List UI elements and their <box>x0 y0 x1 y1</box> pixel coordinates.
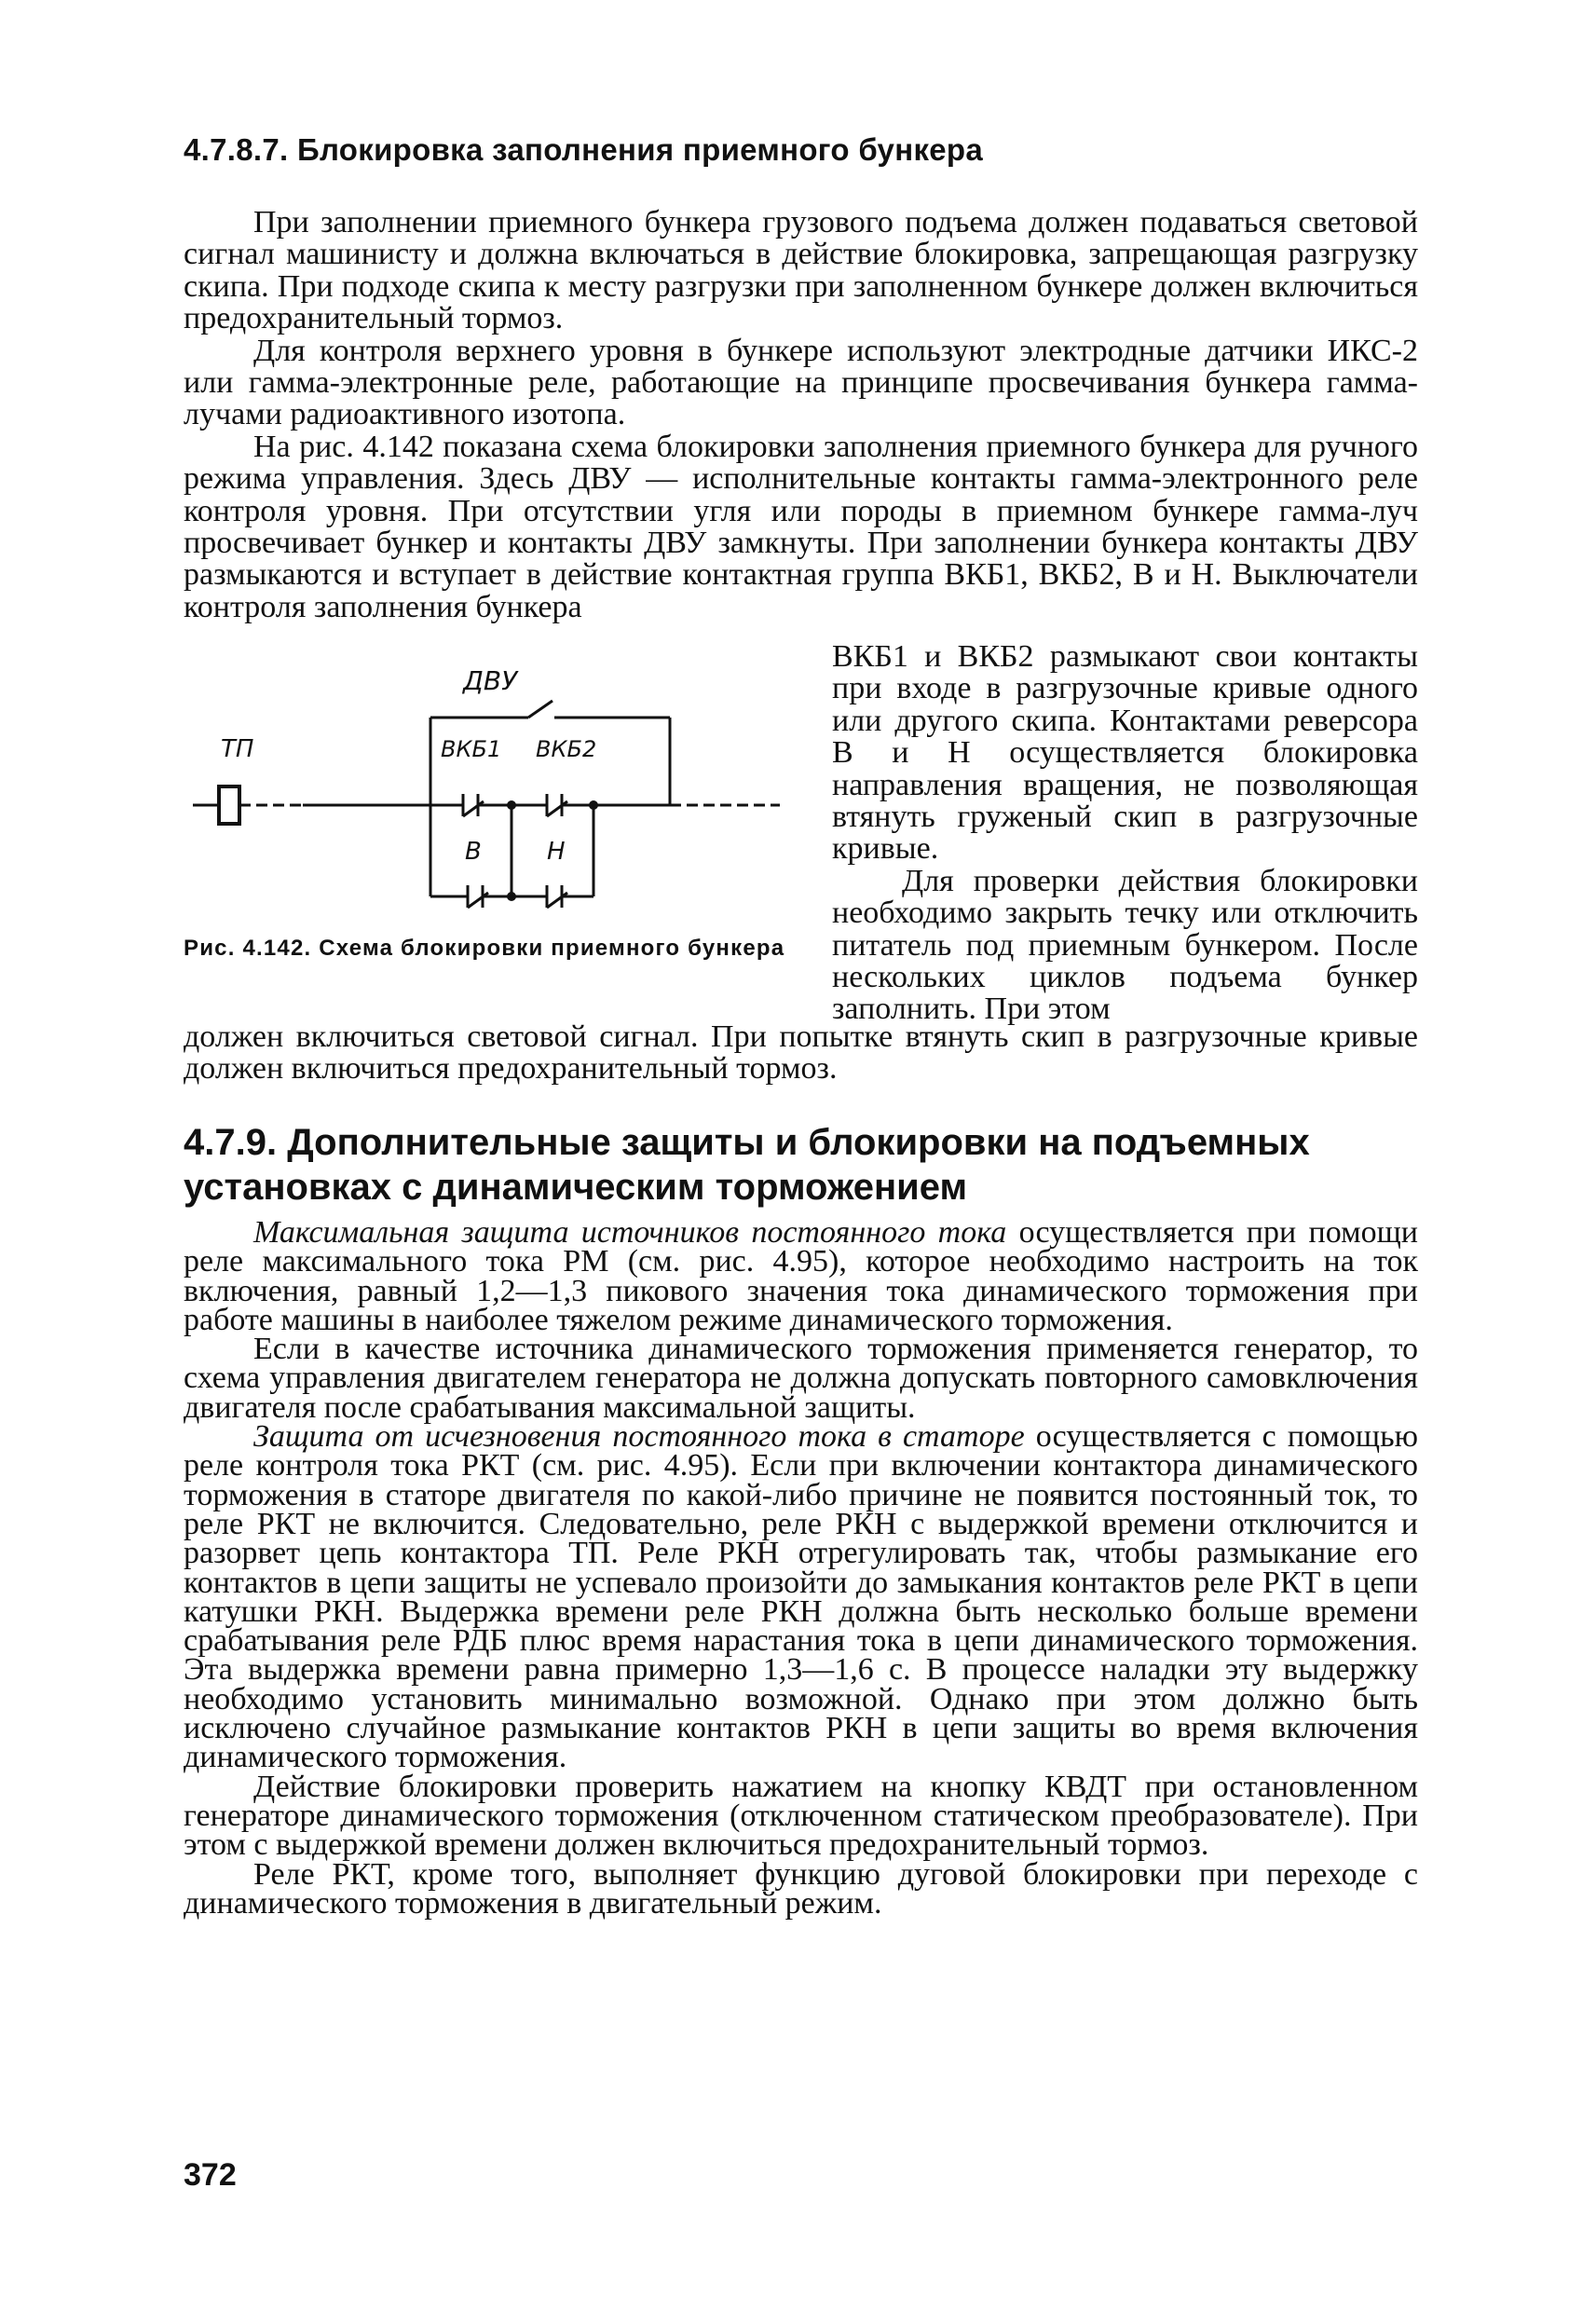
label-vkb1: ВКБ1 <box>441 736 502 762</box>
label-vkb2: ВКБ2 <box>536 736 597 762</box>
italic-term: Защита от исчезновения постоянного тока в статоре <box>253 1419 1025 1455</box>
wrap-text <box>832 641 1418 1026</box>
circuit-diagram <box>184 663 798 943</box>
paragraph: Максимальная защита источников постоянного тока осуществляется при помощи реле максимального тока РМ (см. рис. 4.95), которое необходимо настроить на ток включения, равный 1,2—1,3 пикового значения тока динамического торможения при работе машины в наиболее тяжелом режиме динамического торможения. <box>184 1215 1418 1337</box>
paragraph: Если в качестве источника динамического торможения применяется генератор, то схема управления двигателем генератора не должна допускать повторного самовключения двигателя после срабатывания максимальной защиты. <box>184 1332 1418 1425</box>
paragraph: Для проверки действия блокировки необходимо закрыть течку или отключить питатель под приемным бункером. После нескольких циклов подъема бункер заполнить. При этом <box>832 863 1418 1027</box>
paragraph: должен включиться световой сигнал. При попытке втянуть скип в разгрузочные кривые должен включиться предохранительный тормоз. <box>184 1019 1418 1087</box>
italic-term: Максимальная защита источников постоянного тока <box>253 1215 1007 1250</box>
paragraph: Действие блокировки проверить нажатием на кнопку КВДТ при остановленном генераторе динамического торможения (отключенном статическом преобразователе). При этом с выдержкой времени должен включиться предохранительный тормоз. <box>184 1769 1418 1863</box>
paragraph: Реле РКТ, кроме того, выполняет функцию дуговой блокировки при переходе с динамического торможения в двигательный режим. <box>184 1856 1418 1921</box>
major-heading: 4.7.9. Дополнительные защиты и блокировки на подъемных установках с динамическим торможением <box>184 1122 1310 1208</box>
page-number: 372 <box>184 2157 237 2193</box>
label-v: В <box>465 838 482 866</box>
intro-text <box>184 207 1418 623</box>
paragraph: Для контроля верхнего уровня в бункере используют электродные датчики ИКС-2 или гамма-электронные реле, работающие на принципе просвечивания бункера гамма-лучами радиоактивного изотопа. <box>184 333 1418 432</box>
label-dvu: ДВУ <box>463 665 518 696</box>
label-tp: ТП <box>221 735 254 763</box>
section-heading: 4.7.8.7. Блокировка заполнения приемного бункера <box>184 132 984 167</box>
figure-caption: Рис. 4.142. Схема блокировки приемного бункера <box>184 936 785 961</box>
paragraph: На рис. 4.142 показана схема блокировки заполнения приемного бункера для ручного режима управления. Здесь ДВУ — исполнительные контакты гамма-электронного реле контроля уровня. При отсутствии угля или породы в приемном бункере гамма-луч просвечивает бункер и контакты ДВУ замкнуты. При заполнении бункера контакты ДВУ размыкаются и вступает в действие контактная группа ВКБ1, ВКБ2, В и Н. Выключатели контроля заполнения бункера <box>184 429 1418 624</box>
paragraph: ВКБ1 и ВКБ2 размыкают свои контакты при входе в разгрузочные кривые одного или другого скипа. Контактами реверсора В и Н осуществляется блокировка направления вращения, не позволяющая втянуть груженый скип в разгрузочные кривые. <box>832 639 1418 867</box>
paragraph: Защита от исчезновения постоянного тока в статоре осуществляется с помощью реле контроля тока РКТ (см. рис. 4.95). Если при включении контактора динамического торможения в статоре двигателя по какой-либо причине не появится постоянный ток, то реле РКТ не включится. Следовательно, реле РКН с выдержкой времени отключится и разорвет цепь контактора ТП. Реле РКН отрегулировать так, чтобы размыкание его контактов в цепи защиты не успевало произойти до замыкания контактов реле РКТ в цепи катушки РКН. Выдержка времени реле РКН должна быть несколько больше времени срабатывания реле РДБ плюс время нарастания тока в цепи динамического торможения. Эта выдержка времени равна примерно 1,3—1,6 с. В процессе наладки эту выдержку необходимо установить минимально возможной. Однако при этом должно быть исключено случайное размыкание контактов РКН в цепи защиты во время включения динамического торможения. <box>184 1419 1418 1775</box>
main-text <box>184 1215 1418 1921</box>
label-n: Н <box>547 838 566 866</box>
paragraph: При заполнении приемного бункера грузового подъема должен подаваться световой сигнал машинисту и должна включаться в действие блокировка, запрещающая разгрузку скипа. При подходе скипа к месту разгрузки при заполненном бункере должен включиться предохранительный тормоз. <box>184 205 1418 336</box>
